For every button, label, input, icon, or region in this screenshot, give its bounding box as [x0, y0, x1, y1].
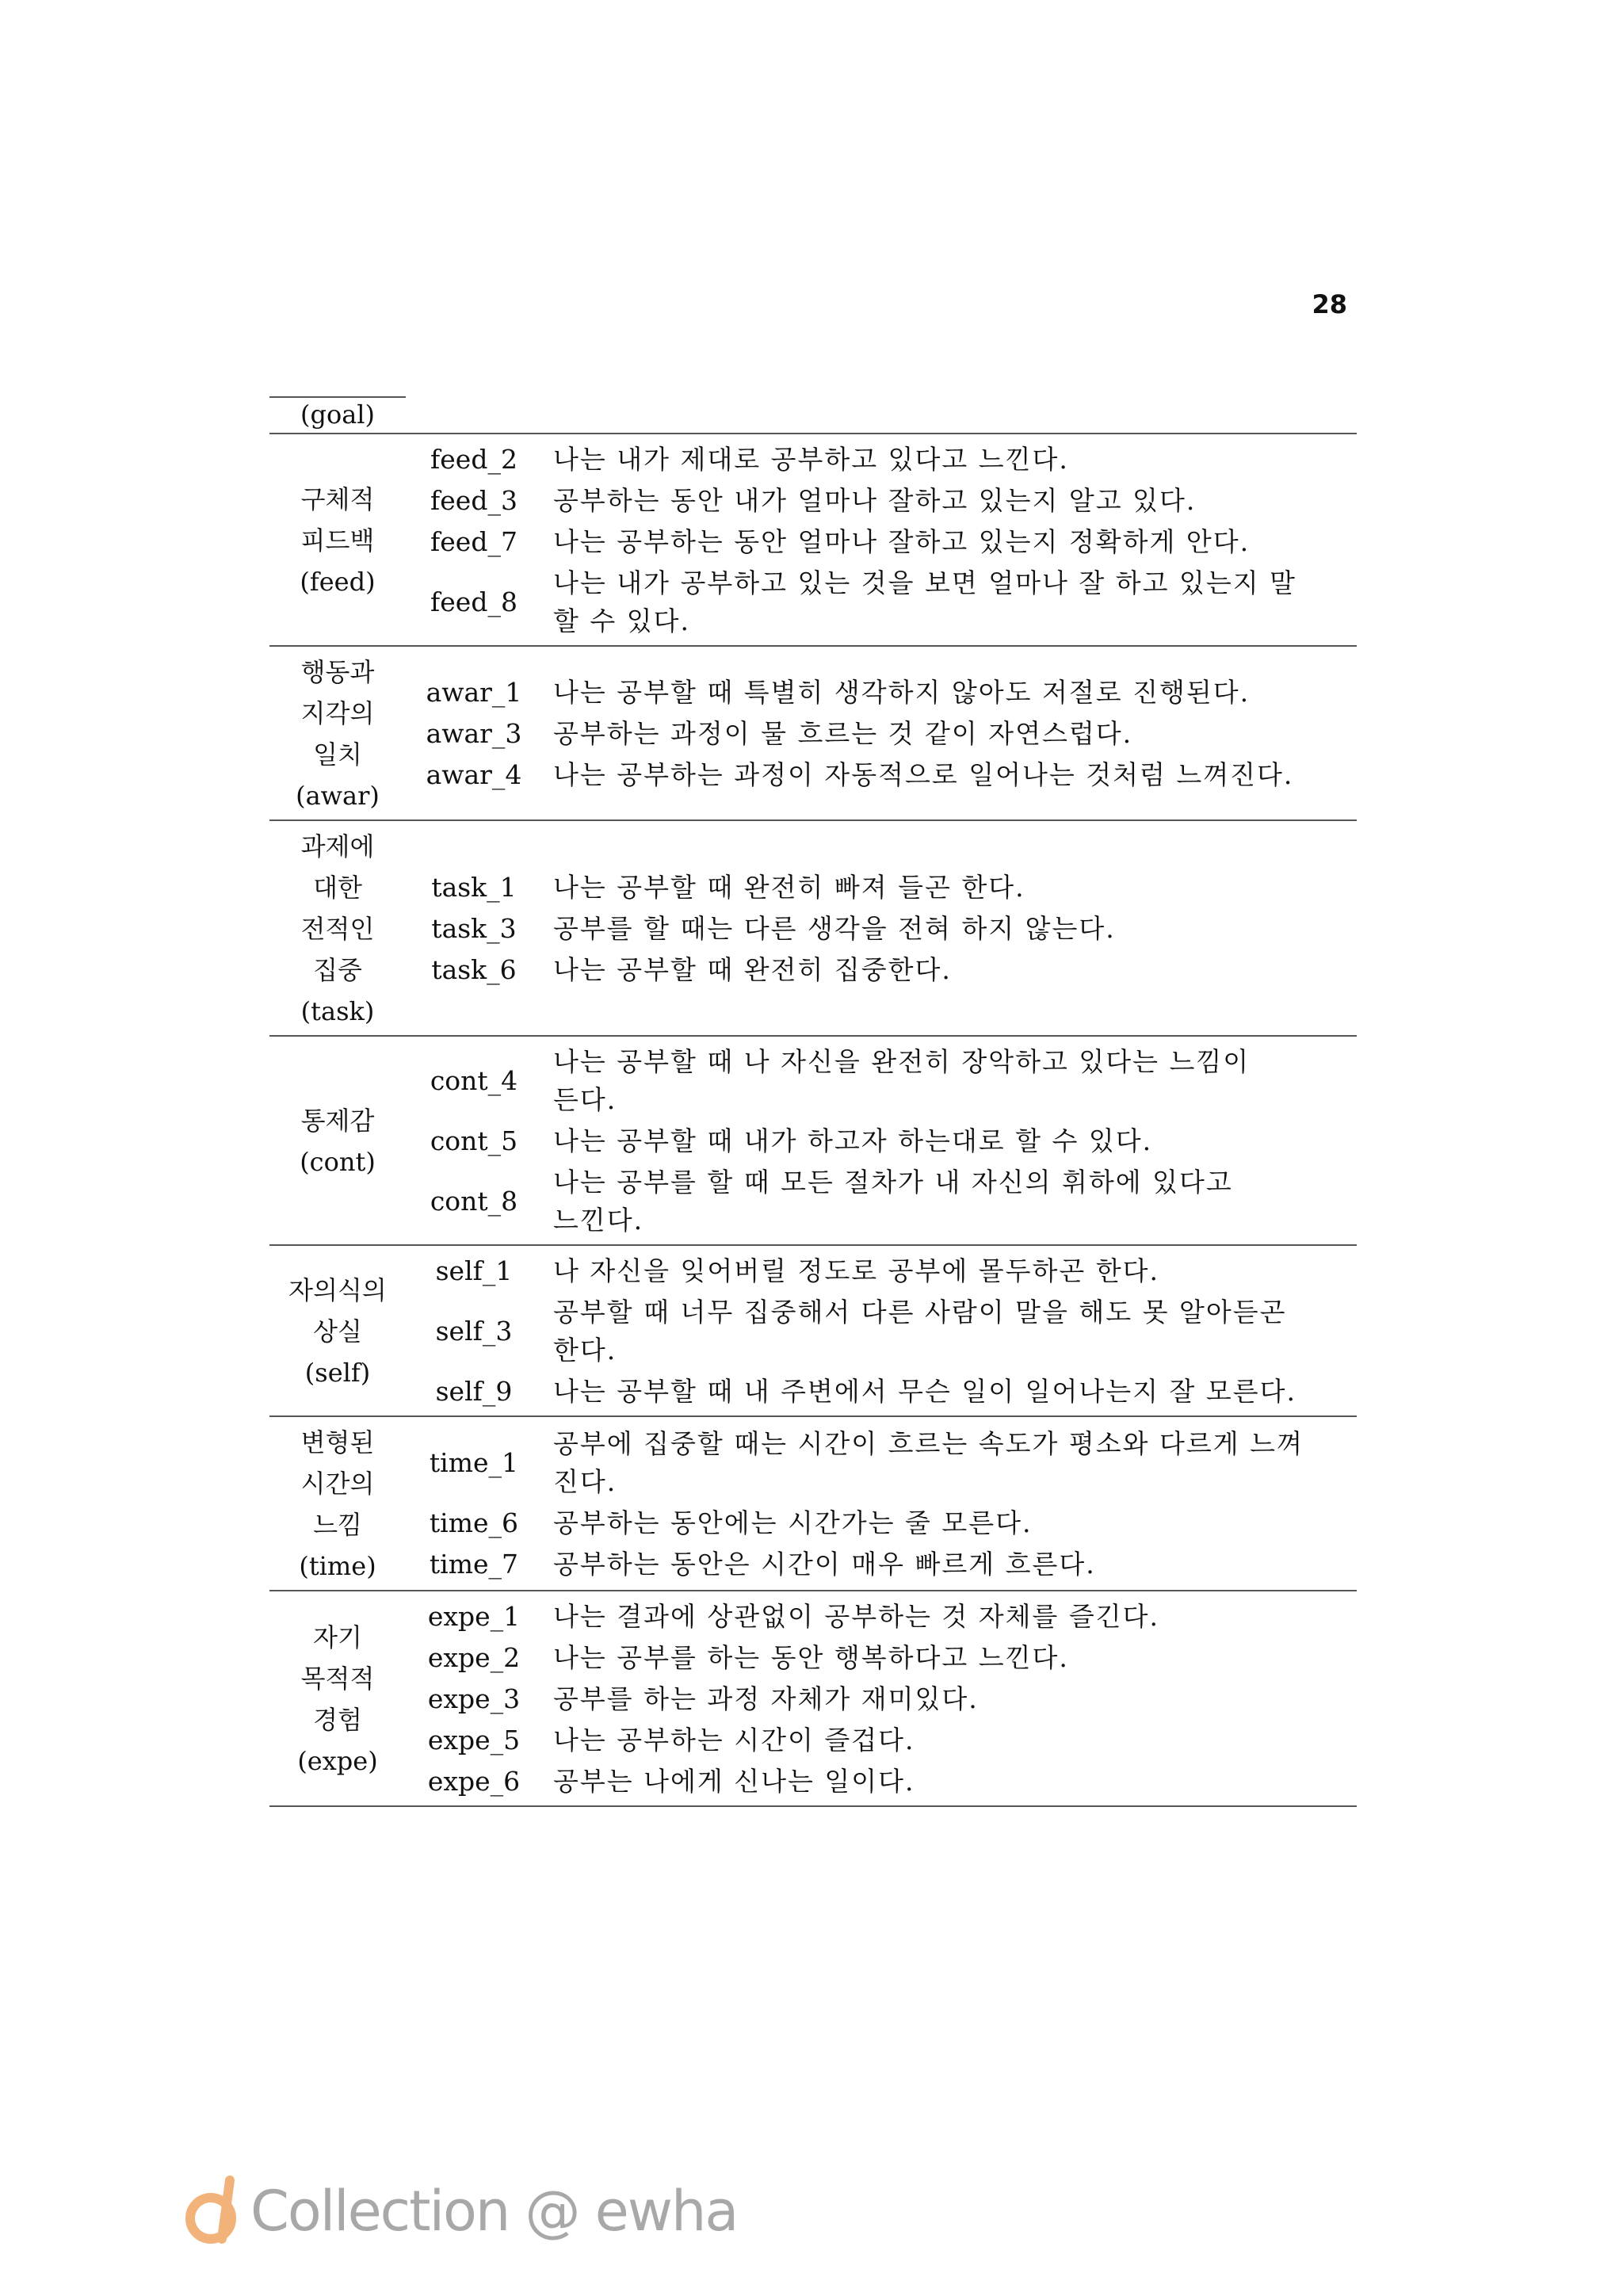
- category-label-line: 구체적: [300, 484, 375, 514]
- item-text: [542, 482, 1357, 520]
- item-code: time_7: [429, 1549, 519, 1580]
- table-body: [269, 433, 1357, 1807]
- goal-category-label: (goal): [300, 399, 376, 430]
- item-text: [542, 1721, 1357, 1759]
- item-text-line: 공부를 하는 과정 자체가 재미있다.: [553, 1683, 979, 1714]
- item-text: [542, 674, 1357, 712]
- item-list: [406, 439, 1357, 642]
- item-text: [542, 756, 1357, 794]
- item-code: self_3: [435, 1316, 513, 1347]
- flow-scale-table: [269, 396, 1357, 1807]
- category-label-line: (feed): [300, 567, 376, 597]
- item-row: [406, 563, 1357, 642]
- item-text: [542, 1545, 1357, 1584]
- item-text-line: 나는 공부를 할 때 모든 절차가 내 자신의 휘하에 있다고: [553, 1167, 1233, 1198]
- item-text: [542, 1763, 1357, 1801]
- item-code: cont_4: [430, 1065, 518, 1096]
- item-row: [406, 1761, 1357, 1802]
- item-row: [406, 1162, 1357, 1241]
- category-label: [269, 1251, 406, 1412]
- item-row: [406, 1423, 1357, 1503]
- item-text-line: 나는 공부하는 과정이 자동적으로 일어나는 것처럼 느껴진다.: [553, 759, 1294, 790]
- category-group: [269, 645, 1357, 819]
- category-label-line: (time): [299, 1551, 376, 1581]
- category-label-line: 느낌: [313, 1510, 362, 1540]
- category-group: [269, 1244, 1357, 1415]
- item-text-line: 나 자신을 잊어버릴 정도로 공부에 몰두하곤 한다.: [553, 1255, 1159, 1286]
- item-code: awar_3: [426, 718, 522, 749]
- item-text: [542, 441, 1357, 479]
- item-list: [406, 1041, 1357, 1241]
- item-text-line: 공부하는 동안에는 시간가는 줄 모른다.: [553, 1507, 1033, 1538]
- item-code: cont_8: [430, 1186, 518, 1217]
- category-label-line: 전적인: [300, 914, 375, 944]
- item-code: awar_1: [426, 677, 522, 708]
- item-code: feed_7: [430, 526, 517, 557]
- item-text: [542, 1043, 1357, 1119]
- item-text-line: 든다.: [553, 1084, 617, 1115]
- item-text-line: 공부하는 동안은 시간이 매우 빠르게 흐른다.: [553, 1549, 1096, 1580]
- dcollection-logo: [184, 2172, 737, 2251]
- item-code: self_1: [435, 1255, 513, 1286]
- item-text: [542, 1293, 1357, 1370]
- item-list: [406, 1596, 1357, 1802]
- item-code: expe_3: [427, 1683, 521, 1714]
- item-code: task_1: [431, 872, 517, 903]
- goal-row-remnant: [269, 396, 1357, 433]
- item-code: awar_4: [426, 759, 522, 790]
- item-text-line: 공부할 때 너무 집중해서 다른 사람이 말을 해도 못 알아듣곤: [553, 1297, 1287, 1328]
- item-code: time_6: [429, 1507, 519, 1538]
- item-row: [406, 1544, 1357, 1585]
- item-row: [406, 949, 1357, 991]
- item-row: [406, 1121, 1357, 1162]
- category-label-line: (cont): [300, 1147, 376, 1177]
- item-text-line: 공부는 나에게 신나는 일이다.: [553, 1766, 915, 1797]
- item-text: [542, 1425, 1357, 1501]
- category-label-line: 목적적: [300, 1664, 375, 1694]
- category-label: [269, 651, 406, 816]
- category-label-line: 변형된: [300, 1427, 375, 1457]
- category-label-line: 집중: [313, 955, 362, 985]
- category-label-line: (task): [300, 996, 375, 1026]
- category-group: [269, 1035, 1357, 1244]
- category-label-line: (self): [304, 1358, 371, 1388]
- item-text-line: 공부에 집중할 때는 시간이 흐르는 속도가 평소와 다르게 느껴: [553, 1428, 1304, 1459]
- item-row: [406, 1503, 1357, 1544]
- item-list: [406, 826, 1357, 1032]
- category-label: [269, 1041, 406, 1241]
- category-label: [269, 1422, 406, 1587]
- item-row: [406, 1637, 1357, 1679]
- item-code: expe_1: [427, 1601, 521, 1632]
- item-row: [406, 755, 1357, 796]
- category-label-line: 피드백: [300, 525, 375, 556]
- dcollection-d-mark-icon: [184, 2176, 247, 2247]
- item-row: [406, 1720, 1357, 1761]
- item-text-line: 진다.: [553, 1466, 617, 1497]
- item-list: [406, 1251, 1357, 1412]
- item-text-line: 공부를 할 때는 다른 생각을 전혀 하지 않는다.: [553, 913, 1116, 944]
- category-label-line: 자기: [313, 1622, 362, 1652]
- item-code: self_9: [435, 1376, 513, 1407]
- item-text: [542, 715, 1357, 753]
- item-row: [406, 1251, 1357, 1292]
- item-text-line: 할 수 있다.: [553, 606, 690, 636]
- item-code: expe_5: [427, 1725, 521, 1755]
- item-row: [406, 1292, 1357, 1371]
- item-row: [406, 867, 1357, 908]
- item-code: expe_6: [427, 1766, 521, 1797]
- item-text: [542, 1598, 1357, 1636]
- item-row: [406, 1679, 1357, 1720]
- item-text-line: 나는 내가 공부하고 있는 것을 보면 얼마나 잘 하고 있는지 말: [553, 567, 1296, 598]
- logo-text: Collection @ ewha: [250, 2179, 738, 2244]
- item-text: [542, 1252, 1357, 1290]
- item-row: [406, 672, 1357, 713]
- item-code: expe_2: [427, 1642, 521, 1673]
- item-text-line: 나는 공부를 하는 동안 행복하다고 느낀다.: [553, 1642, 1069, 1673]
- item-row: [406, 1371, 1357, 1412]
- item-text-line: 나는 결과에 상관없이 공부하는 것 자체를 즐긴다.: [553, 1601, 1159, 1632]
- category-group: [269, 819, 1357, 1035]
- category-group: [269, 1590, 1357, 1807]
- item-text-line: 나는 공부할 때 내 주변에서 무슨 일이 일어나는지 잘 모른다.: [553, 1376, 1296, 1407]
- item-text: [542, 910, 1357, 948]
- item-text-line: 나는 공부할 때 완전히 빠져 들곤 한다.: [553, 872, 1025, 903]
- item-text: [542, 1639, 1357, 1677]
- category-label-line: 지각의: [300, 698, 375, 728]
- page-number: 28: [1312, 289, 1347, 319]
- category-label-line: 경험: [313, 1705, 362, 1735]
- item-text-line: 나는 공부할 때 특별히 생각하지 않아도 저절로 진행된다.: [553, 677, 1251, 708]
- item-text-line: 나는 내가 제대로 공부하고 있다고 느낀다.: [553, 444, 1069, 475]
- item-row: [406, 1041, 1357, 1121]
- item-row: [406, 713, 1357, 755]
- category-label-line: 시간의: [300, 1469, 375, 1499]
- item-code: feed_8: [430, 586, 517, 617]
- category-label: [269, 439, 406, 642]
- item-row: [406, 521, 1357, 563]
- item-text: [542, 523, 1357, 561]
- item-text: [542, 951, 1357, 989]
- category-label: [269, 1596, 406, 1802]
- item-text: [542, 564, 1357, 640]
- category-group: [269, 1415, 1357, 1590]
- item-text-line: 공부하는 동안 내가 얼마나 잘하고 있는지 알고 있다.: [553, 485, 1197, 516]
- item-list: [406, 651, 1357, 816]
- category-label-line: 통제감: [300, 1106, 375, 1136]
- category-group: [269, 433, 1357, 645]
- item-text-line: 나는 공부하는 동안 얼마나 잘하고 있는지 정확하게 안다.: [553, 526, 1251, 557]
- category-label-line: (awar): [296, 781, 380, 811]
- category-label-line: 자의식의: [288, 1275, 387, 1305]
- item-code: task_6: [431, 954, 517, 985]
- item-code: task_3: [431, 913, 517, 944]
- item-row: [406, 439, 1357, 480]
- item-row: [406, 480, 1357, 521]
- item-text: [542, 1122, 1357, 1160]
- category-label-line: (expe): [297, 1746, 378, 1776]
- item-text-line: 나는 공부할 때 완전히 집중한다.: [553, 954, 952, 985]
- item-text-line: 나는 공부할 때 나 자신을 완전히 장악하고 있다는 느낌이: [553, 1046, 1251, 1077]
- item-code: time_1: [429, 1447, 519, 1478]
- item-code: feed_3: [430, 485, 517, 516]
- item-text-line: 느낀다.: [553, 1205, 644, 1236]
- category-label-line: 상실: [313, 1316, 362, 1347]
- item-text-line: 한다.: [553, 1335, 617, 1366]
- category-label-line: 과제에: [300, 831, 375, 861]
- item-text-line: 공부하는 과정이 물 흐르는 것 같이 자연스럽다.: [553, 718, 1133, 749]
- item-row: [406, 908, 1357, 949]
- category-label: [269, 826, 406, 1032]
- category-label-line: 행동과: [300, 657, 375, 687]
- item-text: [542, 1680, 1357, 1718]
- item-text-line: 나는 공부할 때 내가 하고자 하는대로 할 수 있다.: [553, 1125, 1153, 1156]
- item-row: [406, 1596, 1357, 1637]
- item-text: [542, 869, 1357, 907]
- item-code: feed_2: [430, 444, 517, 475]
- item-text: [542, 1163, 1357, 1240]
- item-text-line: 나는 공부하는 시간이 즐겁다.: [553, 1725, 915, 1755]
- category-label-line: 일치: [313, 739, 362, 770]
- category-label-line: 대한: [313, 873, 362, 903]
- item-list: [406, 1422, 1357, 1587]
- item-text: [542, 1504, 1357, 1542]
- item-text: [542, 1373, 1357, 1411]
- item-code: cont_5: [430, 1125, 518, 1156]
